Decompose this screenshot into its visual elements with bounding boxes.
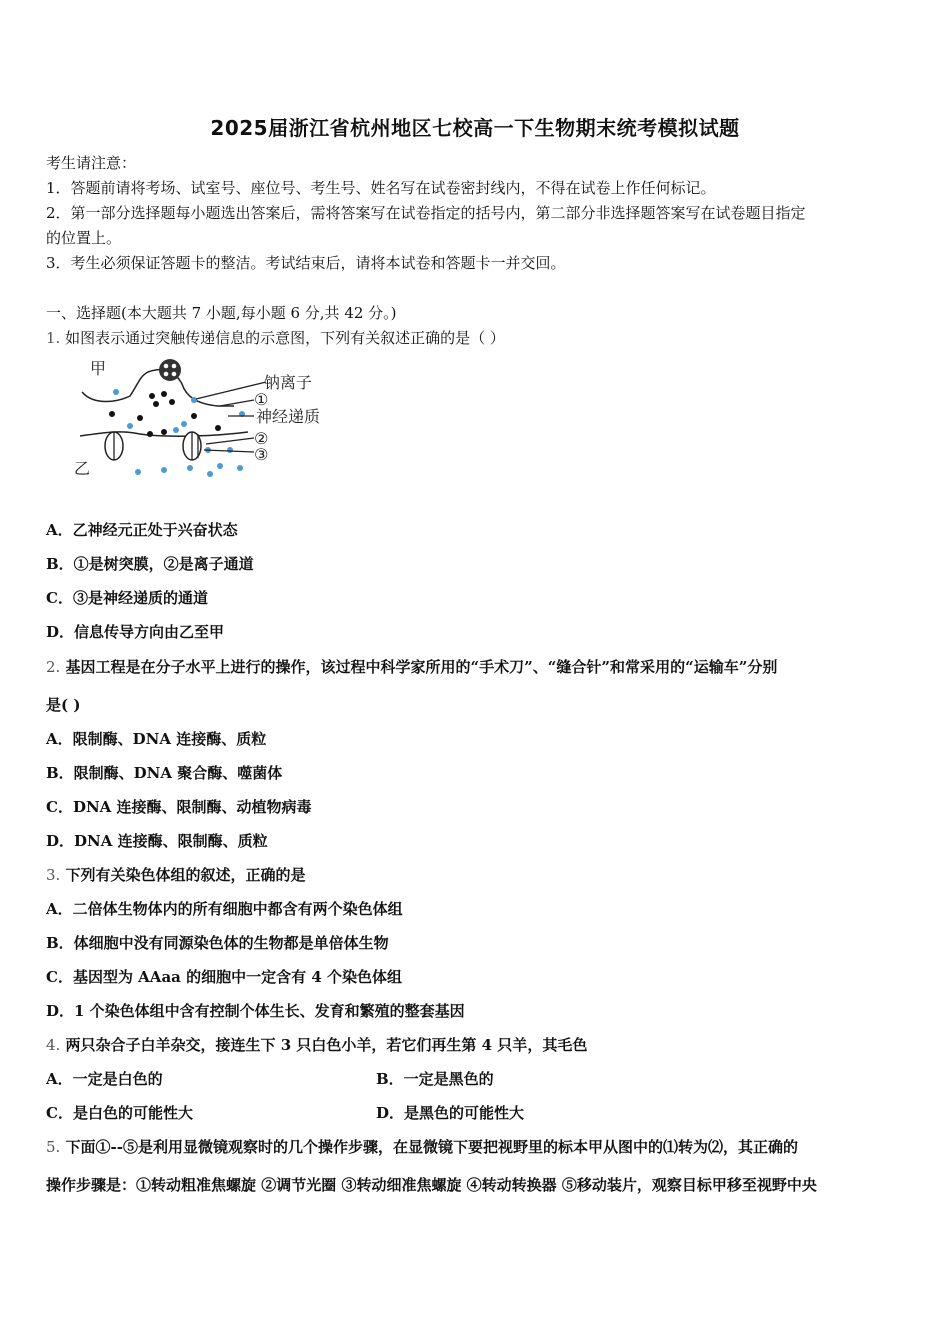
option-c: C．是白色的可能性大 xyxy=(46,1104,193,1122)
option-c: C．③是神经递质的通道 xyxy=(46,589,208,607)
option-c: C．基因型为 AAaa 的细胞中一定含有 4 个染色体组 xyxy=(46,968,402,986)
question-3-stem xyxy=(46,864,306,885)
question-number: 2. xyxy=(46,658,61,676)
option-a: A．乙神经元正处于兴奋状态 xyxy=(46,521,238,539)
label-transmitter: 神经递质 xyxy=(256,407,321,426)
question-2-stem xyxy=(46,656,777,677)
option-d: D．DNA 连接酶、限制酶、质粒 xyxy=(46,832,268,850)
question-text: 基因工程是在分子水平上进行的操作，该过程中科学家所用的“手术刀”、“缝合针”和常采用的“运输车”分别 xyxy=(65,658,778,676)
option-d: D．是黑色的可能性大 xyxy=(376,1104,525,1122)
question-4-stem xyxy=(46,1034,587,1055)
synapse-diagram xyxy=(68,354,358,484)
question-text: 下面①--⑤是利用显微镜观察时的几个操作步骤，在显微镜下要把视野里的标本甲从图中的⑴转为⑵，其正确的 xyxy=(65,1138,799,1156)
option-d: D．信息传导方向由乙至甲 xyxy=(46,623,225,641)
label-one: ① xyxy=(254,390,269,409)
option-b: B．一定是黑色的 xyxy=(376,1070,494,1088)
question-number: 4. xyxy=(46,1036,61,1054)
question-2-stem-cont: 是( ) xyxy=(46,696,81,714)
question-1-stem xyxy=(46,327,505,348)
section-heading: 一、选择题(本大题共 7 小题,每小题 6 分,共 42 分。) xyxy=(46,304,397,322)
option-b: B．限制酶、DNA 聚合酶、噬菌体 xyxy=(46,764,283,782)
question-number: 1. xyxy=(46,329,61,347)
option-b: B．①是树突膜，②是离子通道 xyxy=(46,555,254,573)
question-text: 如图表示通过突触传递信息的示意图，下列有关叙述正确的是（ ） xyxy=(65,329,505,347)
option-a: A．限制酶、DNA 连接酶、质粒 xyxy=(46,730,267,748)
label-two: ② xyxy=(254,429,269,448)
question-number: 5. xyxy=(46,1138,61,1156)
option-b: B．体细胞中没有同源染色体的生物都是单倍体生物 xyxy=(46,934,389,952)
question-number: 3. xyxy=(46,866,61,884)
option-a: A．一定是白色的 xyxy=(46,1070,163,1088)
option-d: D．1 个染色体组中含有控制个体生长、发育和繁殖的整套基因 xyxy=(46,1002,465,1020)
notice-heading: 考生请注意： xyxy=(46,154,137,172)
question-text: 下列有关染色体组的叙述，正确的是 xyxy=(65,866,306,884)
option-a: A．二倍体生物体内的所有细胞中都含有两个染色体组 xyxy=(46,900,403,918)
option-c: C．DNA 连接酶、限制酶、动植物病毒 xyxy=(46,798,312,816)
notice-item: 1．答题前请将考场、试室号、座位号、考生号、姓名写在试卷密封线内，不得在试卷上作任何标记。 xyxy=(46,179,716,197)
notice-item: 的位置上。 xyxy=(46,229,122,247)
question-5-stem xyxy=(46,1136,798,1157)
label-yi: 乙 xyxy=(74,459,91,478)
notice-item: 3．考生必须保证答题卡的整洁。考试结束后，请将本试卷和答题卡一并交回。 xyxy=(46,254,566,272)
label-three: ③ xyxy=(254,445,269,464)
question-text: 两只杂合子白羊杂交，接连生下 3 只白色小羊，若它们再生第 4 只羊，其毛色 xyxy=(65,1036,588,1054)
label-jia: 甲 xyxy=(90,359,107,378)
page-title: 2025届浙江省杭州地区七校高一下生物期末统考模拟试题 xyxy=(210,116,740,140)
label-sodium: 钠离子 xyxy=(264,373,313,392)
notice-item: 2．第一部分选择题每小题选出答案后，需将答案写在试卷指定的括号内，第二部分非选择题答案写在试卷题目指定 xyxy=(46,204,806,222)
question-5-stem-cont: 操作步骤是：①转动粗准焦螺旋 ②调节光圈 ③转动细准焦螺旋 ④转动转换器 ⑤移动装片，观察目标甲移至视野中央 xyxy=(46,1176,817,1194)
